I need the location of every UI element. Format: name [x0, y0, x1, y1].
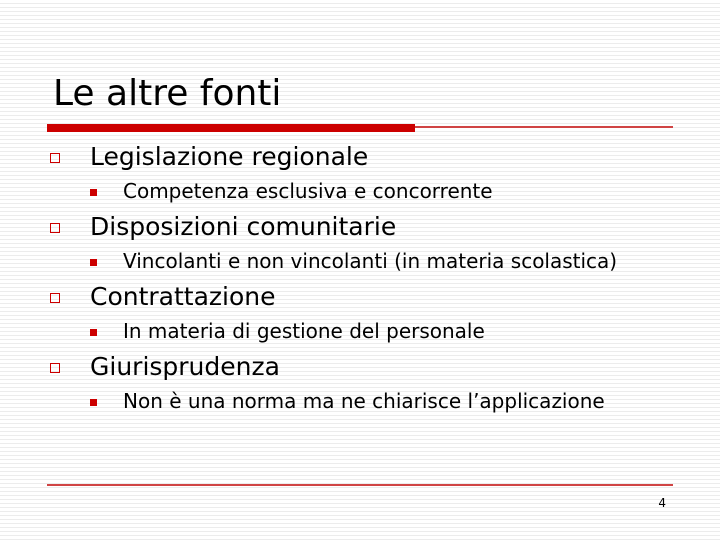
slide-title: Le altre fonti	[53, 73, 282, 114]
footer-divider	[47, 484, 673, 486]
bullet-text: Legislazione regionale	[90, 142, 369, 171]
hollow-square-bullet-icon	[50, 153, 60, 163]
sub-bullet-text: Competenza esclusiva e concorrente	[123, 179, 493, 203]
sub-bullet-text: Vincolanti e non vincolanti (in materia scolastica)	[123, 249, 618, 273]
bullet-text: Disposizioni comunitarie	[90, 212, 397, 241]
hollow-square-bullet-icon	[50, 293, 60, 303]
filled-square-bullet-icon	[90, 189, 97, 196]
filled-square-bullet-icon	[90, 259, 97, 266]
filled-square-bullet-icon	[90, 399, 97, 406]
bullet-text: Giurisprudenza	[90, 352, 280, 381]
hollow-square-bullet-icon	[50, 223, 60, 233]
filled-square-bullet-icon	[90, 329, 97, 336]
hollow-square-bullet-icon	[50, 363, 60, 373]
sub-bullet-text: Non è una norma ma ne chiarisce l’applicazione	[123, 389, 605, 413]
bullet-text: Contrattazione	[90, 282, 276, 311]
sub-bullet-text: In materia di gestione del personale	[123, 319, 485, 343]
page-number: 4	[658, 496, 666, 510]
